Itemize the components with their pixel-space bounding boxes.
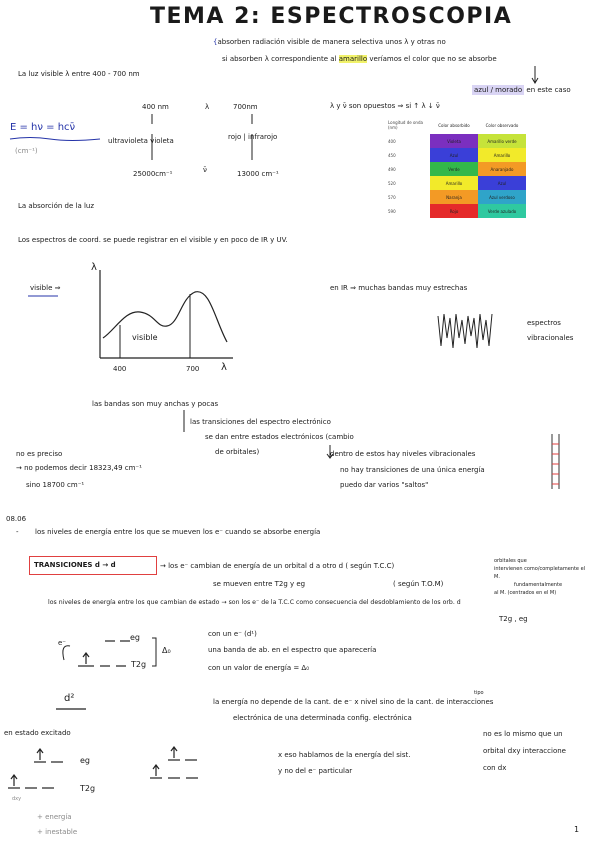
- row-observed: Azul verdoso: [478, 190, 526, 204]
- label-13000cm: 13000 cm⁻¹: [237, 170, 279, 178]
- d2-right-l3: con dx: [483, 764, 507, 772]
- row-absorbed: Violeta: [430, 134, 478, 148]
- row-observed: Anaranjado: [478, 162, 526, 176]
- m-note: al M. (centrados en el M): [494, 590, 557, 596]
- left-note-l3: sino 18700 cm⁻¹: [26, 481, 85, 489]
- row-absorbed: Amarillo: [430, 176, 478, 190]
- e-minus-label: e⁻: [58, 639, 67, 647]
- down-arrow-icon: [531, 66, 541, 86]
- small-eg-label: eg: [80, 756, 90, 765]
- absorption-heading: La absorción de la luz: [18, 202, 95, 210]
- bands-wide-note: las bandas son muy anchas y pocas: [92, 400, 219, 408]
- bullet-dash: -: [16, 528, 19, 536]
- plot-x-700: 700: [186, 365, 200, 373]
- small-t2g-label: T2g: [80, 784, 96, 793]
- ir-bands-sketch: [436, 308, 506, 358]
- row-observed: Verde azulado: [478, 204, 526, 218]
- curly-brace-icon: {: [213, 38, 218, 46]
- energy-ladder-sketch: [547, 434, 567, 494]
- t2g-eg-note: T2g , eg: [499, 615, 528, 623]
- color-table-header: [386, 116, 526, 134]
- levels-line: los niveles de energía entre los que cambian de estado → son los e⁻ de la T.C.C como consecuencia del desdoblamiento de los orb. d: [48, 599, 461, 606]
- levels-note-l1: dentro de estos hay niveles vibracionales: [330, 450, 476, 458]
- row-wavelength: 590: [388, 208, 396, 214]
- label-lambda: λ: [205, 103, 210, 111]
- d2-label: d²: [64, 693, 75, 704]
- spectra-line: Los espectros de coord. se puede registrar en el visible y en poco de IR y UV.: [18, 236, 288, 244]
- intro-line-1: {absorben radiación visible de manera selectiva unos λ y otras no: [213, 38, 446, 46]
- plot-x-400: 400: [113, 365, 127, 373]
- energy-levels-line: los niveles de energía entre los que se mueven los e⁻ cuando se absorbe energía: [35, 528, 321, 536]
- energy-system-l2: y no del e⁻ particular: [278, 767, 353, 775]
- d2-right-l1: no es lo mismo que un: [483, 730, 563, 738]
- vib-spectra-2: vibracionales: [527, 334, 574, 342]
- t2g-label: T2g: [131, 660, 147, 669]
- visible-arrow-label: visible ⇒: [30, 284, 61, 292]
- orbitals-note-3: M.: [494, 574, 500, 580]
- left-note-l2: → no podemos decir 18323,49 cm⁻¹: [16, 464, 142, 472]
- levels-note-l3: puedo dar varios "saltos": [340, 481, 429, 489]
- dxy-label: dxy: [12, 796, 22, 802]
- intro-line-2: si absorben λ correspondiente al amarillo veríamos el color que no se absorbe: [222, 55, 497, 63]
- row-observed: Amarillo: [478, 148, 526, 162]
- header-absorbed: Color absorbido: [430, 116, 478, 134]
- header-wavelength: Longitud de onda (nm): [388, 120, 423, 130]
- excited-note-1: con un e⁻ (d¹): [208, 630, 257, 638]
- plot-x-label: λ: [221, 362, 227, 373]
- row-wavelength: 450: [388, 152, 396, 158]
- row-observed: Amarillo verde: [478, 134, 526, 148]
- fund-note: fundamentalmente: [514, 582, 563, 588]
- color-table: [386, 116, 526, 218]
- opposites-note: λ y ν̄ son opuestos ⇒ si ↑ λ ↓ ν̄: [330, 102, 440, 110]
- header-observed: Color observado: [478, 116, 526, 134]
- label-uv-violet: ultravioleta violeta: [108, 137, 174, 145]
- label-red-ir: rojo | infrarojo: [228, 133, 278, 141]
- row-wavelength: 490: [388, 166, 396, 172]
- row-absorbed: Naranja: [430, 190, 478, 204]
- dd-moves: se mueven entre T2g y eg: [213, 580, 306, 588]
- more-unstable-note: + inestable: [37, 828, 78, 836]
- label-400nm: 400 nm: [142, 103, 169, 111]
- d2-underline: [56, 707, 96, 713]
- table-row: [386, 204, 526, 218]
- transitions-l2: se dan entre estados electrónicos (cambio: [205, 433, 354, 441]
- row-absorbed: Rojo: [430, 204, 478, 218]
- table-row: [386, 162, 526, 176]
- complement-color: azul / morado en este caso: [474, 86, 571, 94]
- highlight-azul-morado: azul / morado: [474, 86, 523, 94]
- row-observed: Azul: [478, 176, 526, 190]
- eg-label: eg: [130, 633, 140, 642]
- page-number: 1: [574, 825, 580, 834]
- page-title: TEMA 2: ESPECTROSCOPIA: [150, 4, 513, 29]
- orbitals-note-1: orbitales que: [494, 558, 527, 564]
- table-row: [386, 134, 526, 148]
- left-note-l1: no es preciso: [16, 450, 63, 458]
- row-wavelength: 400: [388, 138, 396, 144]
- energy-not-l1: la energía no depende de la cant. de e⁻ x nivel sino de la cant. de interacciones: [213, 698, 494, 706]
- row-absorbed: Verde: [430, 162, 478, 176]
- excited-note-2: una banda de ab. en el espectro que aparecería: [208, 646, 377, 654]
- energy-system-l1: x eso hablamos de la energía del sist.: [278, 751, 411, 759]
- table-row: [386, 176, 526, 190]
- dd-label: TRANSICIONES d → d: [34, 561, 116, 569]
- table-row: [386, 148, 526, 162]
- transitions-l1: las transiciones del espectro electrónico: [190, 418, 331, 426]
- dd-desc: → los e⁻ cambian de energía de un orbital d a otro d ( según T.C.C): [160, 562, 395, 570]
- energy-formula: E = hν = hcν̄: [10, 122, 76, 133]
- energy-not-l2: electrónica de una determinada config. electrónica: [233, 714, 412, 722]
- more-energy-note: + energía: [37, 813, 72, 821]
- label-700nm: 700nm: [233, 103, 258, 111]
- date-label: 08.06: [6, 515, 27, 523]
- plot-band-label: visible: [132, 333, 158, 342]
- excited-state-label: en estado excitado: [4, 729, 71, 737]
- row-wavelength: 570: [388, 194, 396, 200]
- label-25000cm: 25000cm⁻¹: [133, 170, 173, 178]
- row-wavelength: 520: [388, 180, 396, 186]
- segun-tom: ( según T.O.M): [393, 580, 444, 588]
- transitions-l3: de orbitales): [215, 448, 260, 456]
- excited-note-3: con un valor de energía = Δ₀: [208, 664, 310, 672]
- ir-line: en IR ⇒ muchas bandas muy estrechas: [330, 284, 468, 292]
- units-note: (cm⁻¹): [15, 147, 38, 155]
- label-nubar: ν̄: [203, 166, 207, 174]
- formula-underline: [10, 136, 100, 142]
- tipo-note: tipo: [474, 690, 484, 696]
- delta-label: Δ₀: [162, 646, 171, 655]
- excited-diagram-middle: [150, 742, 220, 792]
- vib-spectra-1: espectros: [527, 319, 561, 327]
- plot-y-label: λ: [91, 262, 97, 273]
- orbitals-note-2: intervienen como/completamente el: [494, 566, 586, 572]
- row-absorbed: Azul: [430, 148, 478, 162]
- visible-range: La luz visible λ entre 400 - 700 nm: [18, 70, 140, 78]
- highlight-amarillo: amarillo: [338, 55, 368, 63]
- table-row: [386, 190, 526, 204]
- levels-note-l2: no hay transiciones de una única energía: [340, 466, 485, 474]
- d2-right-l2: orbital dxy interaccione: [483, 747, 566, 755]
